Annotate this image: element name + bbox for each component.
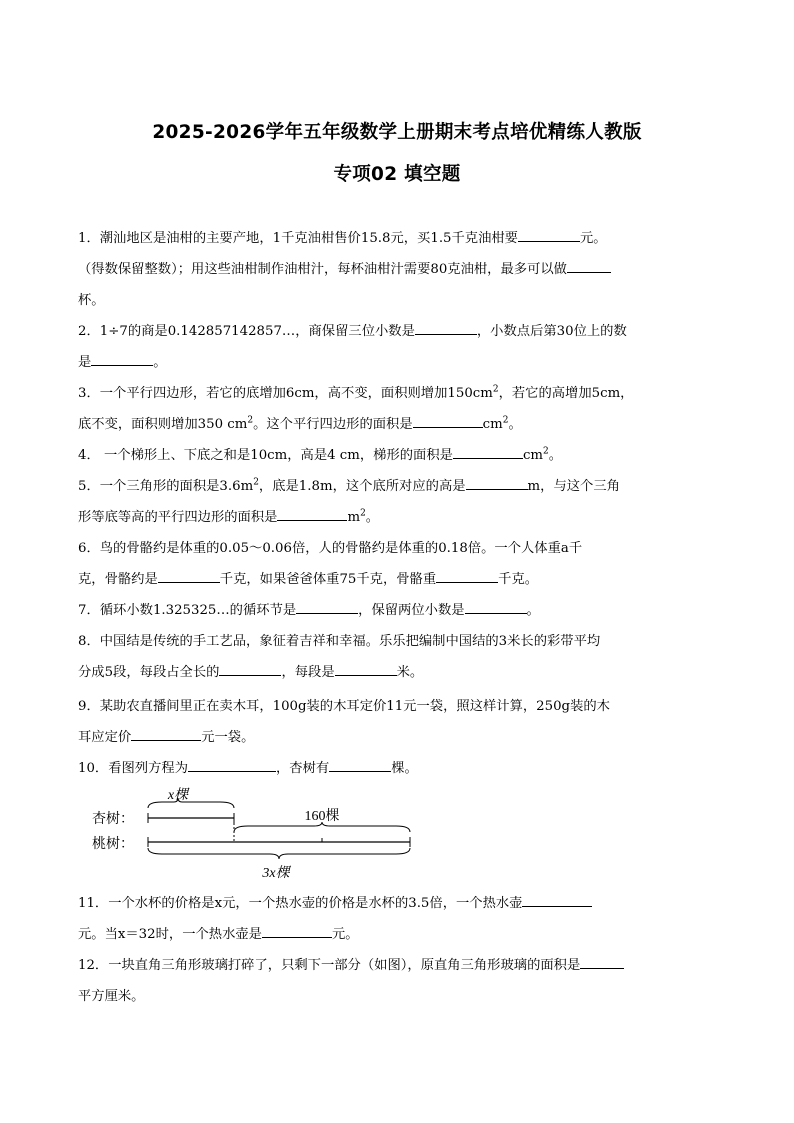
question-12: 12．一块直角三角形玻璃打碎了，只剩下一部分（如图），原直角三角形玻璃的面积是 平方厘米。 (78, 950, 720, 1012)
answer-blank[interactable] (262, 923, 332, 938)
answer-blank[interactable] (567, 258, 611, 273)
answer-blank[interactable] (131, 726, 201, 741)
answer-blank[interactable] (580, 954, 624, 969)
answer-blank[interactable] (158, 568, 220, 583)
answer-blank[interactable] (188, 757, 276, 772)
total-label: 3x棵 (262, 866, 290, 881)
question-7: 7．循环小数1.325325…的循环节是 ，保留两位小数是 。 (78, 595, 720, 626)
question-5: 5．一个三角形的面积是$3.6m^2$，底是1.8m，这个底所对应的高是 m，与这个三角 形等底等高的平行四边形的面积是 $m^2$。 (78, 471, 720, 533)
answer-blank[interactable] (277, 506, 347, 521)
x-label: x棵 (167, 788, 189, 803)
question-10: 10．看图列方程为 ，杏树有 棵。 (78, 753, 720, 784)
question-6: 6．鸟的骨骼约是体重的0.05～0.06倍，人的骨骼约是体重的0.18倍。一个人体重a千 克，骨骼约是 千克，如果爸爸体重75千克，骨骼重 千克。 (78, 541, 583, 587)
apricot-label: 杏树： (92, 812, 134, 827)
answer-blank[interactable] (436, 568, 498, 583)
question-9: 9．某助农直播间里正在卖木耳，100g装的木耳定价11元一袋，照这样计算，250g装的木 耳应定价 元一袋。 (78, 699, 610, 745)
apricot-brace (148, 798, 234, 808)
answer-blank[interactable] (219, 661, 281, 676)
peach-label: 桃树： (92, 837, 134, 852)
answer-blank[interactable] (296, 599, 358, 614)
question-2: 2．1÷7的商是0.142857142857…，商保留三位小数是 ，小数点后第30位上的数 是 。 (78, 316, 720, 378)
answer-blank[interactable] (453, 444, 523, 459)
answer-blank[interactable] (413, 413, 483, 428)
answer-blank[interactable] (465, 599, 527, 614)
answer-blank[interactable] (522, 892, 592, 907)
question-3: 3．一个平行四边形，若它的底增加6cm，高不变，面积则增加$150cm^2$，若它的高增加5cm， 底不变，面积则增加350 $cm^2$。这个平行四边形的面积是 $cm^2$。 (78, 384, 634, 432)
answer-blank[interactable] (91, 351, 153, 366)
extra-brace (234, 822, 410, 832)
question-11: 11．一个水杯的价格是x元，一个热水壶的价格是水杯的3.5倍，一个热水壶 元。当x＝32时，一个热水壶是 元。 (78, 888, 720, 950)
answer-blank[interactable] (466, 475, 528, 490)
question-1: 1．潮汕地区是油柑的主要产地，1千克油柑售价15.8元，买1.5千克油柑要 元。 （得数保留整数）；用这些油柑制作油柑汁，每杯油柑汁需要80克油柑，最多可以做 杯。 (78, 223, 720, 316)
extra-label: 160棵 (304, 809, 340, 824)
line-segment-diagram (92, 784, 422, 884)
page-title: 2025-2026学年五年级数学上册期末考点培优精练人教版 (152, 122, 642, 143)
question-4: 4． 一个梯形上、下底之和是10cm，高是4 cm，梯形的面积是 $cm^2$。 (78, 440, 720, 471)
answer-blank[interactable] (335, 661, 397, 676)
answer-blank[interactable] (518, 227, 580, 242)
answer-blank[interactable] (329, 757, 391, 772)
question-8: 8．中国结是传统的手工艺品，象征着吉祥和幸福。乐乐把编制中国结的3米长的彩带平均 分成5段，每段占全长的 ，每段是 米。 (78, 634, 601, 680)
answer-blank[interactable] (415, 320, 477, 335)
total-brace (148, 848, 410, 859)
page-subtitle: 专项02 填空题 (333, 164, 461, 185)
